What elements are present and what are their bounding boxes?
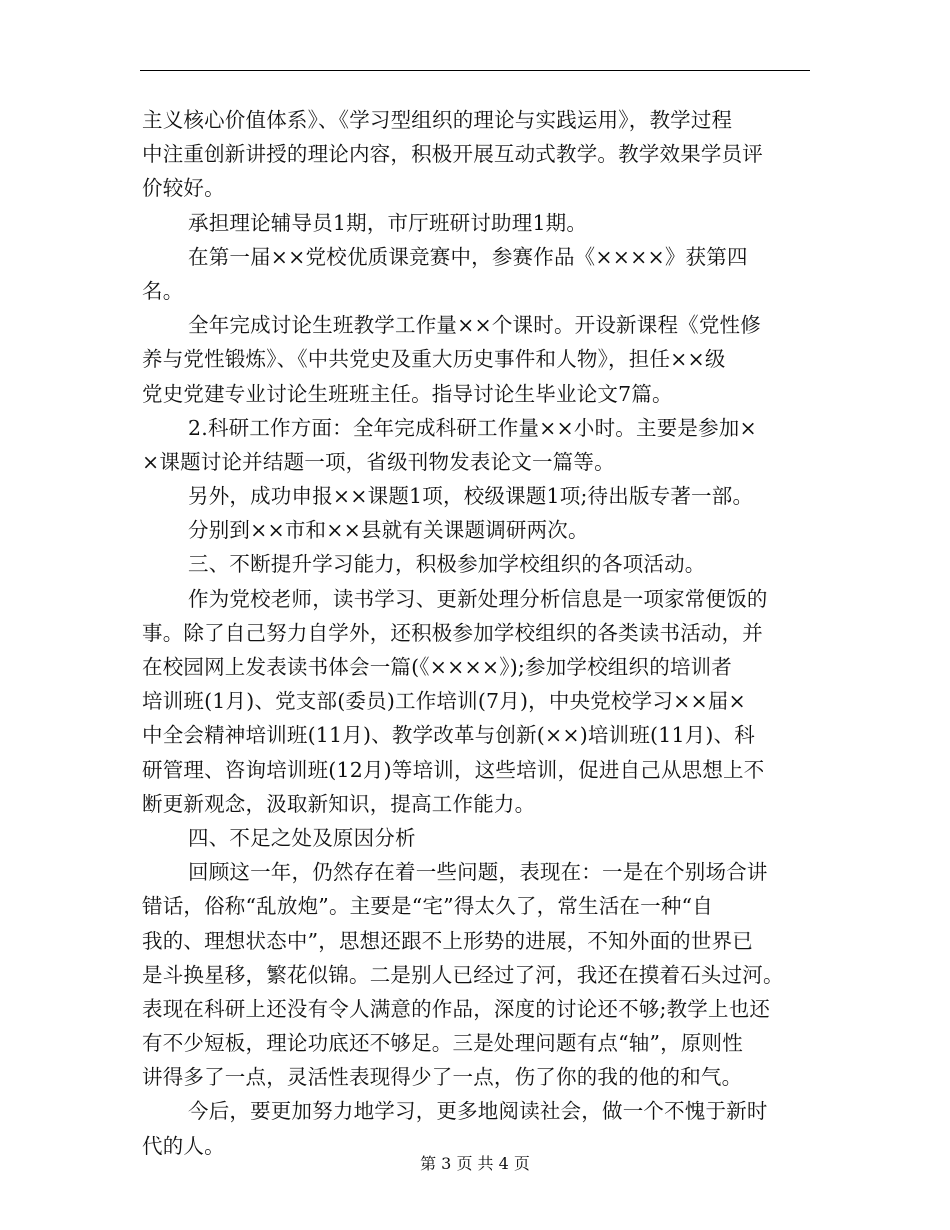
document-body: [142, 103, 810, 1163]
text-line: 是斗换星移，繁花似锦。二是别人已经过了河，我还在摸着石头过河。: [142, 962, 784, 987]
text-line: 事。除了自己努力自学外，还积极参加学校组织的各类读书活动，并: [142, 620, 763, 645]
text-line: 代的人。: [142, 1133, 225, 1158]
text-line: 名。: [142, 278, 184, 303]
text-line: 表现在科研上还没有令人满意的作品，深度的讨论还不够;教学上也还: [142, 996, 771, 1021]
text-line: 在第一届××党校优质课竞赛中，参赛作品《××××》获第四: [188, 244, 748, 269]
text-line: 断更新观念，汲取新知识，提高工作能力。: [142, 791, 536, 816]
text-line: 中注重创新讲授的理论内容，积极开展互动式教学。教学效果学员评: [142, 142, 763, 167]
text-line: 价较好。: [142, 176, 225, 201]
text-line: 全年完成讨论生班教学工作量××个课时。开设新课程《党性修: [188, 313, 761, 338]
text-line: 在校园网上发表读书体会一篇(《××××》);参加学校组织的培训者: [142, 655, 733, 679]
text-line: 分别到××市和××县就有关课题调研两次。: [188, 518, 589, 543]
text-line: 三、不断提升学习能力，积极参加学校组织的各项活动。: [188, 552, 706, 577]
text-line: 研管理、咨询培训班(12月)等培训，这些培训，促进自己从思想上不: [142, 757, 765, 782]
text-line: 有不少短板，理论功底还不够足。三是处理问题有点“轴”，原则性: [142, 1031, 743, 1056]
text-line: 养与党性锻炼》、《中共党史及重大历史事件和人物》，担任××级: [142, 347, 726, 372]
text-line: 作为党校老师，读书学习、更新处理分析信息是一项家常便饭的: [188, 586, 768, 611]
page-footer: 第 3 页 共 4 页: [420, 1154, 530, 1173]
text-line: 承担理论辅导员1期，市厅班研讨助理1期。: [188, 210, 588, 235]
header-rule: [140, 70, 810, 71]
text-line: 讲得多了一点，灵活性表现得少了一点，伤了你的我的他的和气。: [142, 1065, 743, 1090]
text-line: 四、不足之处及原因分析: [188, 825, 416, 850]
text-line: 另外，成功申报××课题1项，校级课题1项;待出版专著一部。: [188, 484, 754, 509]
text-line: 错话，俗称“乱放炮”。主要是“宅”得太久了，常生活在一种“自: [142, 894, 713, 919]
text-line: 2.科研工作方面：全年完成科研工作量××小时。主要是参加×: [188, 415, 757, 440]
text-line: 中全会精神培训班(11月)、教学改革与创新(××)培训班(11月)、科: [142, 723, 756, 748]
text-line: 培训班(1月)、党支部(委员)工作培训(7月)，中央党校学习××届×: [142, 689, 746, 714]
text-line: 党史党建专业讨论生班班主任。指导讨论生毕业论文7篇。: [142, 381, 673, 406]
text-line: ×课题讨论并结题一项，省级刊物发表论文一篇等。: [142, 449, 615, 474]
text-line: 回顾这一年，仍然存在着一些问题，表现在：一是在个别场合讲: [188, 860, 768, 885]
text-line: 我的、理想状态中”，思想还跟不上形势的进展，不知外面的世界已: [142, 928, 753, 953]
text-line: 主义核心价值体系》、《学习型组织的理论与实践运用》，教学过程: [142, 108, 733, 132]
text-line: 今后，要更加努力地学习，更多地阅读社会，做一个不愧于新时: [188, 1099, 768, 1124]
